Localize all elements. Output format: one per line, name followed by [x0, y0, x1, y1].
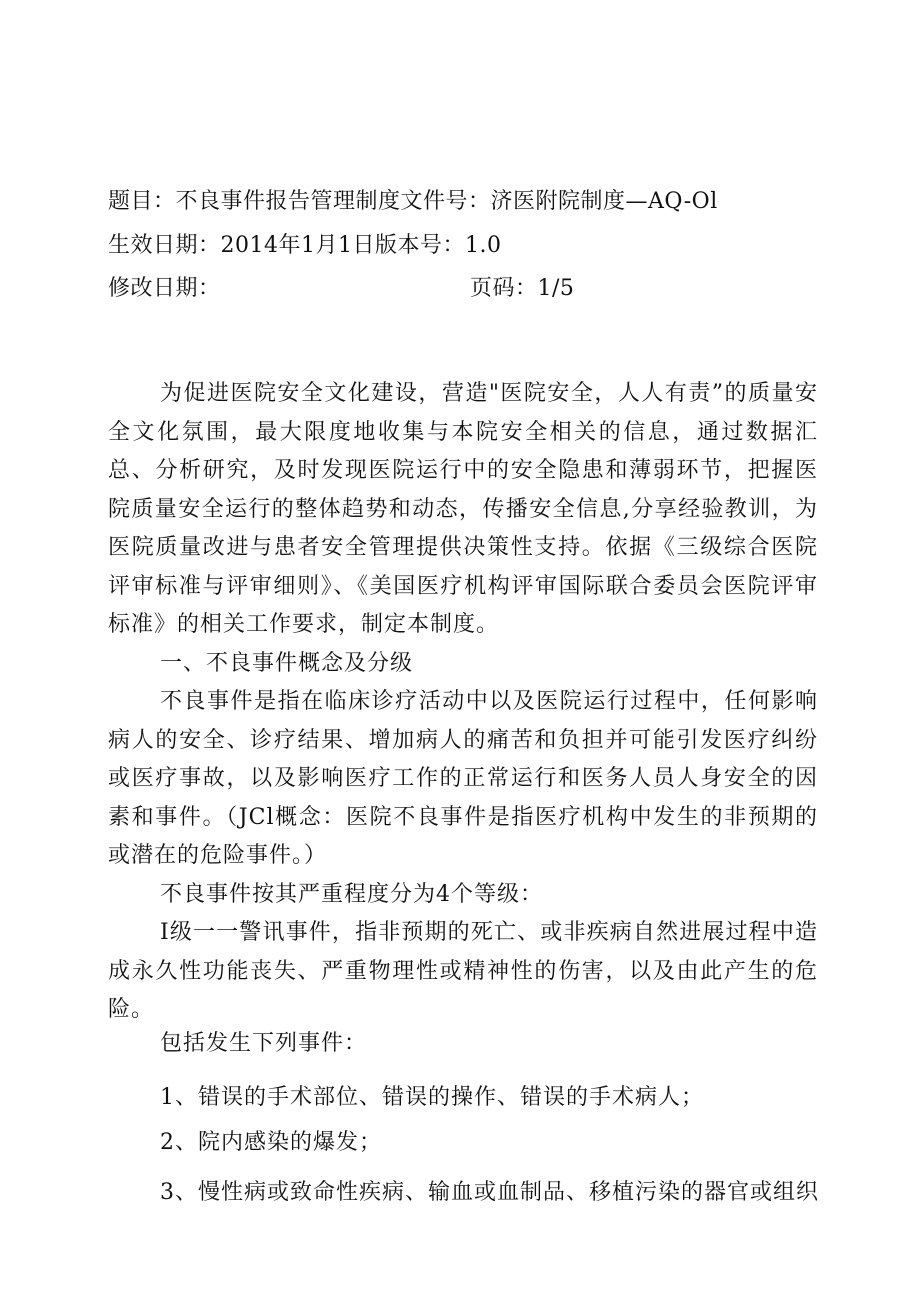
modify-date-line: [108, 274, 575, 304]
page-code: 页码：1/5: [470, 276, 575, 301]
effective-date-line: 生效日期：2014年1月1日版本号：1.0: [108, 233, 502, 258]
document-title-line: 题目：不良事件报告管理制度文件号：济医附院制度—AQ-Ol: [108, 189, 718, 214]
list-item-block: [108, 1170, 818, 1216]
list-item-block: [108, 1120, 818, 1166]
list-intro-paragraph: 包括发生下列事件：: [160, 1031, 368, 1056]
grading-paragraph: 不良事件按其严重程度分为4个等级：: [160, 882, 543, 907]
list-item-block: [108, 1075, 818, 1121]
intro-paragraph-block: [108, 375, 818, 645]
modify-date-label: 修改日期：: [108, 276, 221, 301]
definition-paragraph: 不良事件是指在临床诊疗活动中以及医院运行过程中，任何影响病人的安全、诊疗结果、增加病人的痛苦和负担并可能引发医疗纠纷或医疗事故，以及影响医疗工作的正常运行和医务人员人身安全的因素和事件。（JCl概念：医院不良事件是指医疗机构中发生的非预期的或潜在的危险事件。）: [108, 689, 818, 868]
section-heading: 一、不良事件概念及分级: [160, 651, 414, 676]
list-item: 1、错误的手术部位、错误的操作、错误的手术病人；: [160, 1085, 704, 1110]
grading-block: [108, 876, 818, 915]
list-item: 2、院内感染的爆发；: [160, 1130, 382, 1155]
level1-paragraph: I级一一警讯事件，指非预期的死亡、或非疾病自然进展过程中造成永久性功能丧失、严重物理性或精神性的伤害，以及由此产生的危险。: [108, 920, 818, 1022]
list-intro-block: [108, 1025, 818, 1064]
intro-paragraph: 为促进医院安全文化建设，营造"医院安全，人人有责”的质量安全文化氛围，最大限度地收集与本院安全相关的信息，通过数据汇总、分析研究，及时发现医院运行中的安全隐患和薄弱环节，把握医院质量安全运行的整体趋势和动态，传播安全信息,分享经验教训，为医院质量改进与患者安全管理提供决策性支持。依据《三级综合医院评审标准与评审细则》、《美国医疗机构评审国际联合委员会医院评审标准》的相关工作要求，制定本制度。: [108, 381, 818, 637]
list-item: 3、慢性病或致命性疾病、输血或血制品、移植污染的器官或组织: [160, 1180, 819, 1205]
section-heading-block: [108, 645, 818, 684]
level1-block: [108, 914, 818, 1030]
definition-block: [108, 683, 818, 876]
